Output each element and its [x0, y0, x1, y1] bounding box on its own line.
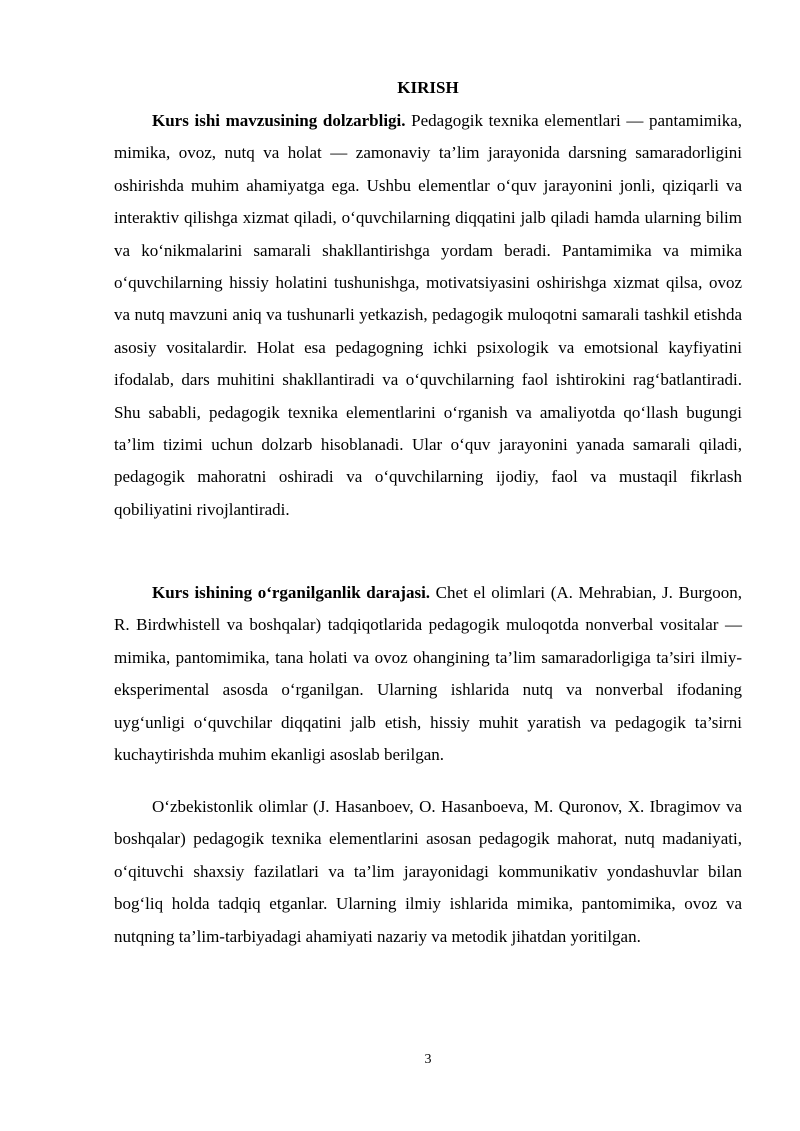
document-page — [114, 0, 742, 1131]
page-number: 3 — [424, 1052, 432, 1067]
paragraph-research-level — [114, 577, 742, 771]
paragraph-uzbek-scholars — [114, 791, 742, 953]
paragraph-lead: Kurs ishining o‘rganilganlik darajasi. — [152, 583, 431, 602]
paragraph-lead: Kurs ishi mavzusining dolzarbligi. — [152, 111, 406, 130]
paragraph-text: Chet el olimlari (A. Mehrabian, J. Burgoon, R. Birdwhistell va boshqalar) tadqiqotlarida pedagogik muloqotda nonverbal vositalar — mimika, pantomimika, tana holati va ovoz ohangining ta’lim samaradorligiga ta’siri ilmiy-eksperimental asosda o‘rganilgan. Ularning ishlarida nutq va nonverbal ifodaning uyg‘unligi o‘quvchilar diqqatini jalb etish, hissiy muhit yaratish va pedagogik ta’sirni kuchaytirishda muhim ekanligi asoslab berilgan. — [114, 583, 742, 765]
section-heading: KIRISH — [397, 78, 459, 97]
paragraph-text: O‘zbekistonlik olimlar (J. Hasanboev, O. Hasanboeva, M. Quronov, X. Ibragimov va boshqalar) pedagogik texnika elementlarini asosan pedagogik mahorat, nutq madaniyati, o‘qituvchi shaxsiy fazilatlari va ta’lim jarayonidagi kommunikativ yondashuvlar bilan bog‘liq holda tadqiq etganlar. Ularning ilmiy ishlarida mimika, pantomimika, ovoz va nutqning ta’lim-tarbiyadagi ahamiyati nazariy va metodik jihatdan yoritilgan. — [114, 797, 742, 946]
paragraph-text: Pedagogik texnika elementlari — pantamimika, mimika, ovoz, nutq va holat — zamonaviy ta’lim jarayonida darsning samaradorligini oshirishda muhim ahamiyatga ega. Ushbu elementlar o‘quv jarayonini jonli, qiziqarli va interaktiv qilishga xizmat qiladi, o‘quvchilarning diqqatini jalb qiladi hamda ularning bilim va ko‘nikmalarini samarali shakllantirishga yordam beradi. Pantamimika va mimika o‘quvchilarning hissiy holatini tushunishga, motivatsiyasini oshirishga xizmat qilsa, ovoz va nutq mavzuni aniq va tushunarli yetkazish, pedagogik muloqotni samarali tashkil etishda asosiy vositalardir. Holat esa pedagogning ichki psixologik va emotsional kayfiyatini ifodalab, dars muhitini shakllantiradi va o‘quvchilarning faol ishtirokini rag‘batlantiradi. Shu sababli, pedagogik texnika elementlarini o‘rganish va amaliyotda qo‘llash bugungi ta’lim tizimi uchun dolzarb hisoblanadi. Ular o‘quv jarayonini yanada samarali qiladi, pedagogik mahoratni oshiradi va o‘quvchilarning ijodiy, faol va mustaqil fikrlash qobiliyatini rivojlantiradi. — [114, 111, 742, 519]
paragraph-relevance — [114, 105, 742, 526]
